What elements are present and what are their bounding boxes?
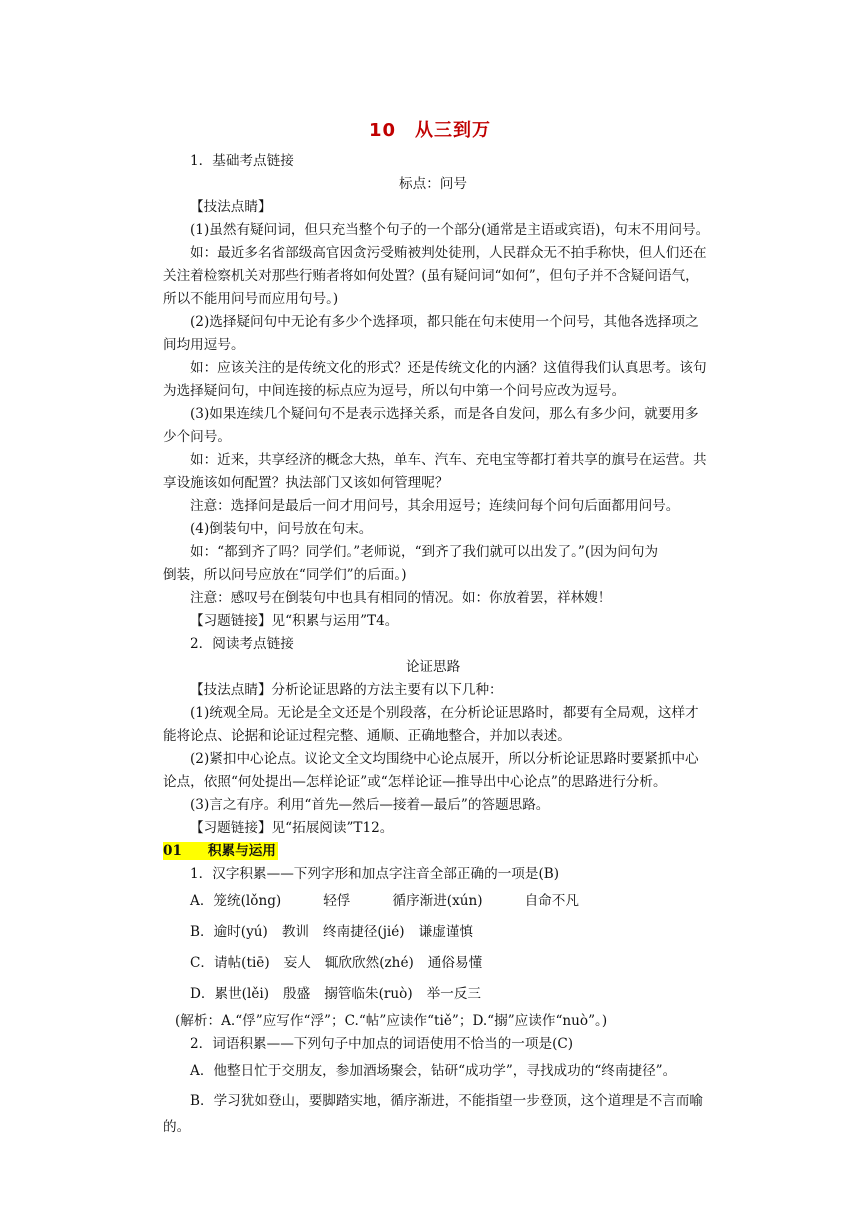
paragraph-line: (4)倒装句中，问号放在句末。	[190, 521, 373, 537]
option-d	[163, 979, 703, 1010]
option-item: 轻俘	[323, 893, 351, 909]
page-title: 10 从三到万	[368, 120, 492, 141]
option-item: 谦虚谨慎	[418, 924, 473, 940]
paragraph-line: 【技法点睛】分析论证思路的方法主要有以下几种：	[190, 682, 503, 698]
option-item: 逾时(yú)	[213, 924, 268, 940]
option-item: 殷盛	[283, 986, 311, 1002]
document-body	[163, 150, 710, 1139]
option-item: 终南捷径(jié)	[323, 924, 405, 940]
section-number: 01	[163, 843, 182, 859]
paragraph-line: 论点，依照“何处提出—怎样论证”或“怎样论证—推导出中心论点”的思路进行分析。	[163, 774, 667, 790]
paragraph-line: (3)如果连续几个疑问句不是表示选择关系，而是各自发问，那么有多少问，就要用多	[190, 406, 699, 422]
option-item: 妄人	[283, 955, 311, 971]
paragraph-line: 所以不能用问号而应用句号。)	[163, 291, 339, 307]
question-2: 2．词语积累——下列句子中加点的词语使用不恰当的一项是(C)	[190, 1036, 574, 1052]
topic-heading: 论证思路	[405, 659, 461, 675]
paragraph-line: 注意：选择问是最后一问才用问号，其余用逗号；连续问每个问句后面都用问号。	[190, 498, 680, 514]
option-c	[163, 948, 703, 979]
option-item: 教训	[281, 924, 310, 940]
q2-option-a: A．他整日忙于交朋友，参加酒场聚会，钻研“成功学”，寻找成功的“终南捷径”。	[190, 1063, 677, 1079]
practice-section-header	[163, 840, 703, 863]
section-name: 积累与运用	[207, 843, 276, 859]
paragraph-line: 间均用逗号。	[163, 337, 245, 353]
option-a	[163, 886, 703, 917]
option-item: 请帖(tiē)	[214, 955, 270, 971]
option-item: 累世(lěi)	[214, 986, 270, 1002]
section-heading: 1．基础考点链接	[190, 153, 294, 169]
paragraph-line: 享设施该如何配置？执法部门又该如何管理呢？	[163, 475, 449, 491]
paragraph-line: (1)虽然有疑问词，但只充当整个句子的一个部分(通常是主语或宾语)，句末不用问号。	[190, 222, 710, 238]
option-letter: C．	[190, 955, 214, 971]
paragraph-line: 为选择疑问句，中间连接的标点应为逗号，所以句中第一个问号应改为逗号。	[163, 383, 626, 399]
exercise-link: 【习题链接】见“拓展阅读”T12。	[190, 820, 394, 836]
paragraph-line: (1)统观全局。无论是全文还是个别段落，在分析论证思路时，都要有全局观，这样才	[190, 705, 699, 721]
q2-option-b-cont: 的。	[163, 1119, 191, 1135]
paragraph-line: 如：“都到齐了吗？同学们。”老师说，“到齐了我们就可以出发了。”(因为问句为	[190, 544, 659, 560]
option-item: 辄欣欣然(zhé)	[324, 955, 414, 971]
q2-option-b: B．学习犹如登山，要脚踏实地，循序渐进，不能指望一步登顶，这个道理是不言而喻	[190, 1093, 703, 1109]
option-item: 搦管临朱(ruò)	[324, 986, 413, 1002]
highlighted-heading	[163, 842, 278, 860]
paragraph-line: 如：近来，共享经济的概念大热，单车、汽车、充电宝等都打着共享的旗号在运营。共	[190, 452, 707, 468]
option-b	[163, 917, 703, 948]
option-item: 自命不凡	[524, 893, 579, 909]
paragraph-line: 注意：感叹号在倒装句中也具有相同的情况。如：你放着罢，祥林嫂！	[190, 590, 612, 606]
paragraph-line: 倒装，所以问号应放在“同学们”的后面。)	[163, 567, 407, 583]
option-letter: A．	[190, 893, 214, 909]
option-item: 循序渐进(xún)	[392, 893, 483, 909]
option-item: 举一反三	[426, 986, 482, 1002]
option-item: 通俗易懂	[427, 955, 483, 971]
tip-heading: 【技法点睛】	[190, 199, 272, 215]
paragraph-line: 如：最近多名省部级高官因贪污受贿被判处徒刑，人民群众无不拍手称快，但人们还在	[190, 245, 707, 261]
question-1: 1．汉字积累——下列字形和加点字注音全部正确的一项是(B)	[190, 866, 560, 882]
paragraph-line: 能将论点、论据和论证过程完整、通顺、正确地整合，并加以表述。	[163, 728, 571, 744]
topic-heading: 标点：问号	[399, 176, 467, 192]
paragraph-line: 少个问号。	[163, 429, 231, 445]
paragraph-line: 关注着检察机关对那些行贿者将如何处置？(虽有疑问词“如何”，但句子并不含疑问语气，	[163, 268, 699, 284]
exercise-link: 【习题链接】见“积累与运用”T4。	[190, 613, 399, 629]
section-heading: 2．阅读考点链接	[190, 636, 294, 652]
paragraph-line: 如：应该关注的是传统文化的形式？还是传统文化的内涵？这值得我们认真思考。该句	[190, 360, 707, 376]
analysis-note: (解析：A.“俘”应写作“浮”；C.“帖”应读作“tiě”；D.“搦”应读作“nuò”。)	[175, 1013, 608, 1029]
option-item: 笼统(lǒng)	[213, 893, 282, 909]
paragraph-line: (3)言之有序。利用“首先—然后—接着—最后”的答题思路。	[190, 797, 550, 813]
paragraph-line: (2)紧扣中心论点。议论文全文均围绕中心论点展开，所以分析论证思路时要紧抓中心	[190, 751, 699, 767]
option-letter: B．	[190, 924, 214, 940]
option-letter: D．	[190, 986, 215, 1002]
paragraph-line: (2)选择疑问句中无论有多少个选择项，都只能在句末使用一个问号，其他各选择项之	[190, 314, 699, 330]
